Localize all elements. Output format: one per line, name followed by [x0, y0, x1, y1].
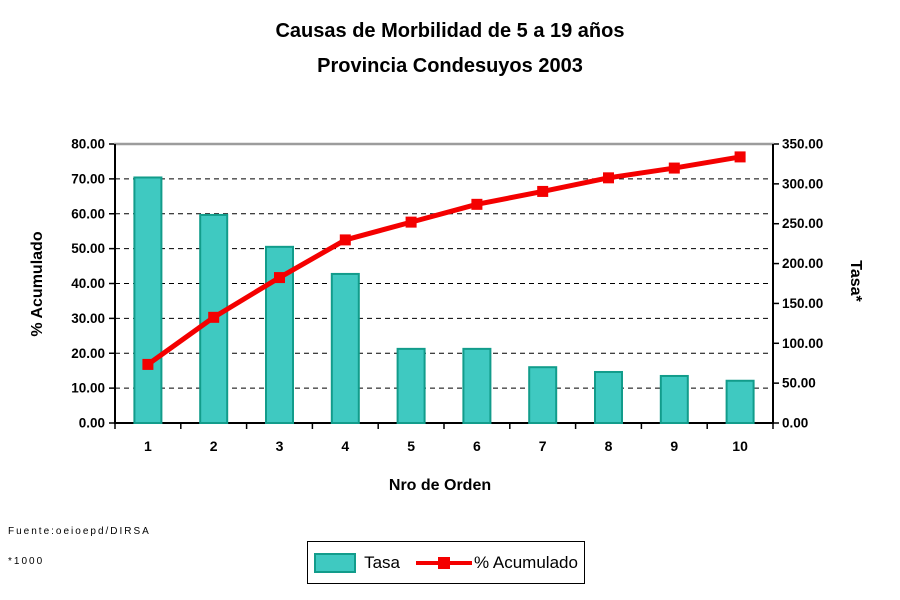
- x-axis-tick-label: 6: [473, 438, 481, 454]
- tasa-legend-swatch: [314, 553, 356, 573]
- right-axis-title: Tasa*: [847, 260, 864, 302]
- tasa-legend-label: Tasa: [364, 552, 400, 572]
- source-note: Fuente:oeioepd/DIRSA: [8, 526, 151, 537]
- acumulado-marker: [471, 199, 482, 210]
- acumulado-marker: [669, 163, 680, 174]
- acumulado-marker: [208, 312, 219, 323]
- x-axis-tick-label: 2: [209, 438, 218, 454]
- right-axis-tick-label: 0.00: [782, 415, 809, 431]
- acumulado-marker: [274, 272, 285, 283]
- right-axis-tick-label: 150.00: [782, 295, 824, 311]
- left-axis-tick-label: 60.00: [71, 206, 105, 222]
- tasa-bar: [595, 372, 622, 423]
- left-axis-tick-label: 30.00: [71, 310, 105, 326]
- acumulado-marker: [142, 359, 153, 370]
- left-axis-tick-label: 10.00: [71, 380, 105, 396]
- acumulado-marker: [406, 217, 417, 228]
- x-axis-tick-label: 9: [670, 438, 679, 454]
- tasa-bar: [661, 376, 688, 423]
- tasa-bar: [529, 367, 556, 423]
- acumulado-legend-label: % Acumulado: [473, 552, 578, 572]
- x-axis-tick-label: 10: [732, 438, 748, 454]
- scale-note: *1000: [8, 556, 45, 567]
- left-axis-tick-label: 20.00: [71, 345, 105, 361]
- right-axis-tick-label: 100.00: [782, 335, 824, 351]
- left-axis-title: % Acumulado: [29, 231, 46, 337]
- acumulado-marker: [537, 186, 548, 197]
- acumulado-line: [148, 157, 740, 365]
- acumulado-legend-marker: [416, 557, 472, 569]
- left-axis-tick-label: 40.00: [71, 276, 105, 291]
- tasa-bar: [398, 349, 425, 423]
- tasa-bar: [332, 274, 359, 423]
- x-axis-title: Nro de Orden: [388, 477, 492, 494]
- x-axis-tick-label: 8: [604, 438, 613, 454]
- left-axis-tick-label: 70.00: [71, 171, 105, 187]
- left-axis-tick-label: 50.00: [71, 241, 105, 257]
- tasa-bar: [134, 177, 161, 423]
- x-axis-tick-label: 3: [275, 438, 284, 454]
- legend: [307, 541, 585, 584]
- tasa-bar: [727, 381, 754, 423]
- x-axis-tick-label: 5: [407, 438, 415, 454]
- right-axis-tick-label: 50.00: [782, 375, 816, 391]
- chart-title: Causas de Morbilidad de 5 a 19 años: [275, 20, 625, 42]
- left-axis-tick-label: 80.00: [71, 136, 105, 152]
- chart-subtitle: Provincia Condesuyos 2003: [317, 55, 583, 77]
- right-axis-tick-label: 350.00: [782, 136, 824, 152]
- x-axis-tick-label: 1: [144, 438, 152, 454]
- right-axis-tick-label: 200.00: [782, 256, 824, 272]
- acumulado-marker: [340, 234, 351, 245]
- right-axis-tick-label: 300.00: [782, 176, 824, 192]
- right-axis-tick-label: 250.00: [782, 216, 824, 232]
- acumulado-marker: [603, 172, 614, 183]
- acumulado-marker: [735, 151, 746, 162]
- x-axis-tick-label: 4: [341, 438, 350, 454]
- x-axis-tick-label: 7: [538, 438, 547, 454]
- tasa-bar: [463, 349, 490, 423]
- legend-square-marker: [438, 557, 450, 569]
- left-axis-tick-label: 0.00: [78, 415, 105, 431]
